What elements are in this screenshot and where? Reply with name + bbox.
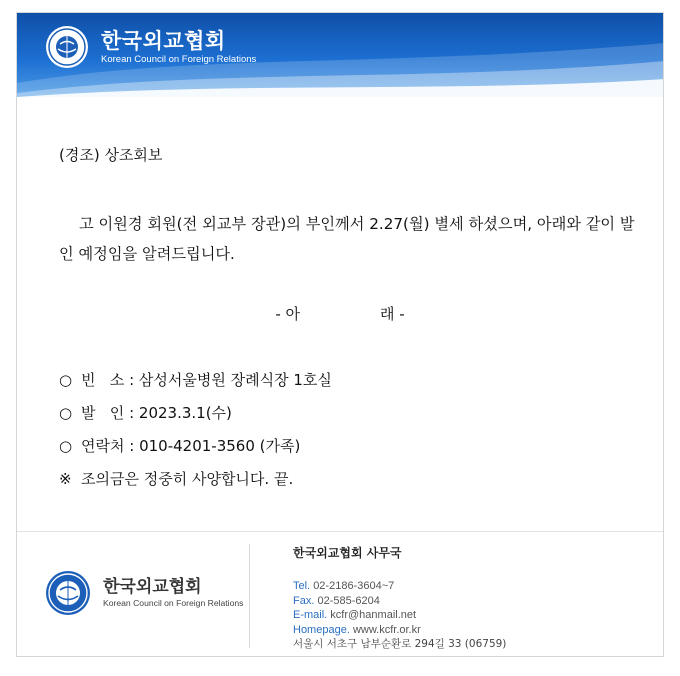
detail-value: : 2023.3.1(수)	[129, 404, 232, 422]
fax-label: Fax.	[293, 594, 315, 607]
header-banner	[17, 13, 663, 97]
detail-item-funeral	[59, 401, 332, 434]
email-label: E-mail.	[293, 609, 328, 621]
circle-bullet-icon: ○	[59, 371, 73, 389]
closing-text: 조의금은 정중히 사양합니다. 끝.	[81, 470, 294, 488]
tel-label: Tel.	[293, 580, 311, 592]
globe-emblem-icon	[45, 570, 91, 616]
fax-value: 02-585-6204	[317, 594, 380, 607]
notice-paragraph: 고 이원경 회원(전 외교부 장관)의 부인께서 2.27(월) 별세 하셨으며, 아래와 같이 발인 예정임을 알려드립니다.	[59, 215, 635, 263]
detail-list	[59, 368, 332, 500]
globe-emblem-icon	[45, 25, 89, 69]
detail-label: 연락처	[81, 437, 125, 455]
footer-org-name: 한국외교협회	[103, 577, 202, 597]
homepage-link[interactable]: www.kcfr.or.kr	[352, 623, 421, 636]
notice-subject: (경조) 상조회보	[59, 146, 163, 164]
circle-bullet-icon: ○	[59, 404, 73, 422]
detail-item-venue	[59, 368, 332, 401]
closing-note	[59, 467, 332, 500]
office-tel	[293, 579, 506, 594]
detail-value: : 010-4201-3560 (가족)	[129, 437, 301, 455]
detail-value: : 삼성서울병원 장례식장 1호실	[129, 371, 332, 389]
footer	[17, 531, 663, 657]
header-org-name-en: Korean Council on Foreign Relations	[101, 54, 257, 65]
section-heading-left: - 아	[275, 305, 300, 323]
reference-mark-icon: ※	[59, 470, 72, 488]
footer-divider	[249, 544, 250, 648]
office-title: 한국외교협회 사무국	[293, 546, 402, 560]
office-homepage	[293, 623, 506, 638]
detail-label: 발 인	[81, 404, 125, 422]
footer-org-name-en: Korean Council on Foreign Relations	[103, 598, 244, 608]
office-fax	[293, 594, 506, 609]
detail-label: 빈 소	[81, 371, 125, 389]
office-info	[293, 544, 506, 652]
notice-card	[16, 12, 664, 657]
circle-bullet-icon: ○	[59, 437, 73, 455]
homepage-label: Homepage.	[293, 623, 350, 636]
detail-item-contact	[59, 434, 332, 467]
tel-value: 02-2186-3604~7	[313, 580, 395, 592]
email-value[interactable]: kcfr@hanmail.net	[330, 609, 417, 621]
office-address: 서울시 서초구 남부순환로 294길 33 (06759)	[293, 638, 507, 650]
section-heading-right: 래 -	[380, 305, 405, 323]
header-org-name: 한국외교협회	[101, 29, 226, 53]
office-email	[293, 608, 506, 623]
section-heading	[17, 303, 663, 324]
